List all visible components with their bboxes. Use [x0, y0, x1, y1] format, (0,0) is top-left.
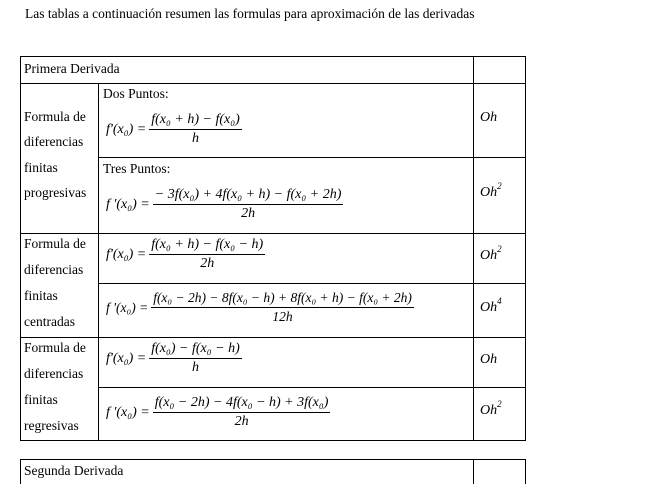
numerator: f(x₀ + h) − f(x₀ − h) — [149, 237, 265, 255]
order-column-divider — [473, 56, 474, 441]
numerator: f(x₀) − f(x₀ − h) — [149, 341, 241, 359]
group-divider — [20, 233, 526, 234]
table2-border-left — [20, 459, 21, 484]
label-line: Formula de — [24, 340, 86, 355]
fraction — [149, 341, 241, 376]
formula-lhs: f '(x₀) = — [106, 299, 149, 315]
numerator: f(x₀ + h) − f(x₀) — [149, 112, 241, 130]
table-header-primera-derivada: Primera Derivada — [24, 61, 120, 76]
denominator: 2h — [241, 206, 256, 221]
error-order-cell — [480, 399, 502, 419]
numerator: f(x₀ − 2h) − 8f(x₀ − h) + 8f(x₀ + h) − f(x₀ + 2h) — [151, 290, 414, 308]
formula-lhs: f'(x₀) = — [106, 121, 147, 137]
formula-central-two-point — [106, 237, 265, 272]
formula-lhs: f'(x₀) = — [106, 246, 147, 262]
numerator: f(x₀ − 2h) − 4f(x₀ − h) + 3f(x₀) — [153, 395, 331, 413]
order-base: Oh — [480, 300, 498, 315]
label-line: finitas — [24, 392, 58, 407]
row-divider — [98, 157, 526, 158]
formula-lhs: f '(x₀) = — [106, 404, 150, 420]
label-line: finitas — [24, 288, 58, 303]
formula-lhs: f'(x₀) = — [106, 350, 147, 366]
label-line: regresivas — [24, 418, 79, 433]
formula-forward-two-point — [106, 112, 242, 147]
order-base: Oh — [480, 352, 498, 367]
numerator: − 3f(x₀) + 4f(x₀ + h) − f(x₀ + 2h) — [153, 187, 344, 205]
denominator: h — [191, 360, 199, 375]
order-base: Oh — [480, 185, 498, 200]
row-divider — [98, 387, 526, 388]
order-base: Oh — [480, 110, 498, 125]
error-order-cell — [480, 244, 502, 264]
fraction — [149, 237, 265, 272]
table2-border-top — [20, 459, 526, 460]
order-exponent: 2 — [497, 244, 502, 255]
table-header-divider — [20, 83, 526, 84]
caption-tres-puntos: Tres Puntos: — [103, 161, 171, 176]
label-line: progresivas — [24, 185, 87, 200]
order-exponent: 4 — [497, 296, 502, 307]
error-order-cell — [480, 296, 502, 316]
label-line: finitas — [24, 160, 58, 175]
table2-border-right — [525, 459, 526, 484]
label-line: diferencias — [24, 262, 84, 277]
fraction — [149, 112, 241, 147]
order-exponent: 2 — [497, 181, 502, 192]
table-border-right — [525, 56, 526, 441]
table2-order-column-divider — [473, 459, 474, 484]
error-order-cell — [480, 352, 497, 368]
denominator: 2h — [234, 414, 249, 429]
denominator: 2h — [200, 256, 215, 271]
order-base: Oh — [480, 403, 498, 418]
fraction — [151, 290, 414, 325]
error-order-cell — [480, 110, 497, 126]
intro-text: Las tablas a continuación resumen las formulas para aproximación de las derivadas — [25, 6, 475, 21]
label-line: diferencias — [24, 134, 84, 149]
table-border-top — [20, 56, 526, 57]
table-border-left — [20, 56, 21, 441]
formula-lhs: f '(x₀) = — [106, 196, 150, 212]
fraction — [153, 187, 344, 222]
order-exponent: 2 — [497, 399, 502, 410]
formula-central-four-point — [106, 290, 414, 325]
label-line: Formula de — [24, 109, 86, 124]
error-order-cell — [480, 181, 502, 201]
row-divider — [98, 283, 526, 284]
group-divider — [20, 337, 526, 338]
denominator: h — [191, 131, 199, 146]
formula-backward-two-point — [106, 341, 242, 376]
label-line: centradas — [24, 314, 75, 329]
formula-backward-three-point — [106, 395, 330, 430]
table-header-segunda-derivada: Segunda Derivada — [24, 463, 124, 478]
label-line: Formula de — [24, 236, 86, 251]
denominator: 12h — [272, 309, 293, 324]
fraction — [153, 395, 331, 430]
formula-forward-three-point — [106, 187, 343, 222]
label-column-divider — [98, 83, 99, 441]
table-border-bottom — [20, 440, 526, 441]
label-line: diferencias — [24, 366, 84, 381]
order-base: Oh — [480, 248, 498, 263]
caption-dos-puntos: Dos Puntos: — [103, 86, 169, 101]
